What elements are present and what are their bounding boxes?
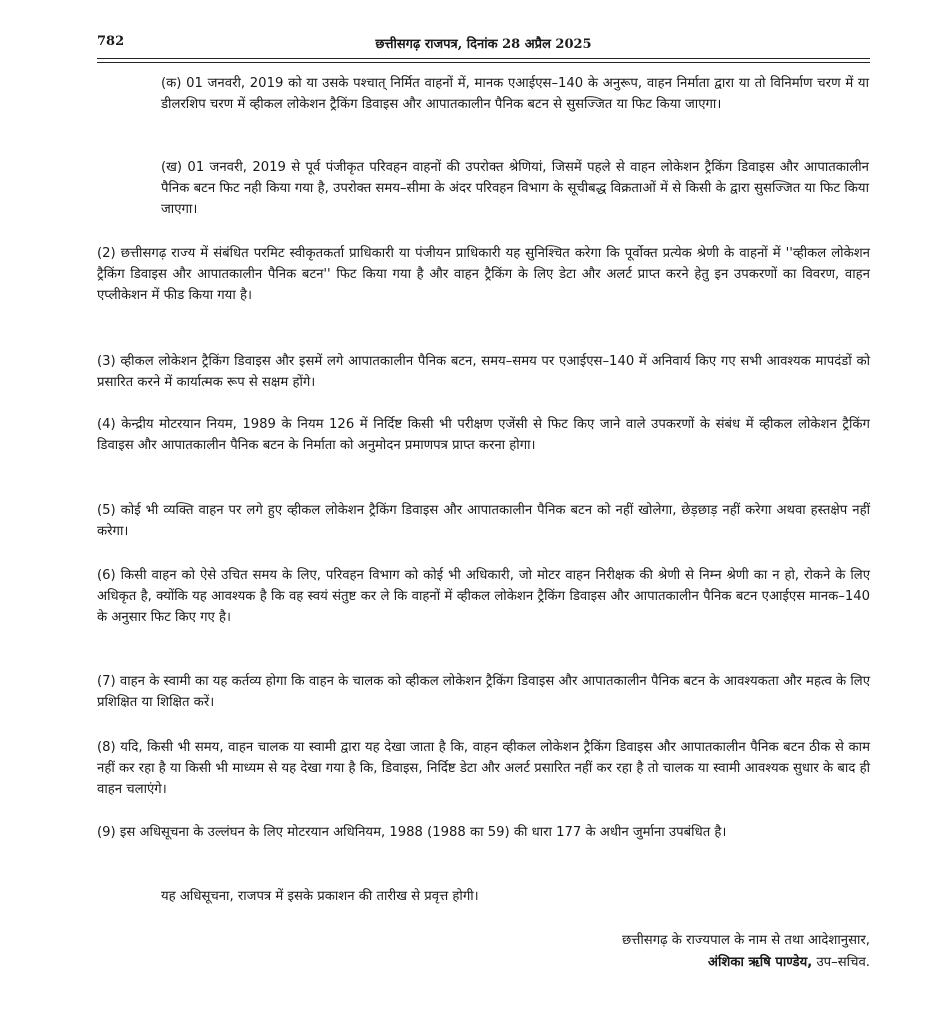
- signatory-line: [622, 952, 870, 974]
- clause-4: (4) केन्द्रीय मोटरयान नियम, 1989 के नियम 126 में निर्दिष्ट किसी भी परीक्षण एजेंसी से फिट किए जाने वाले उपकरणों के संबंध में व्हीकल लोकेशन ट्रैकिंग डिवाइस और आपातकालीन पैनिक बटन के निर्माता को अनुमोदन प्रमाणपत्र प्राप्त करना होगा।: [97, 417, 870, 453]
- clause-ka: (क) 01 जनवरी, 2019 को या उसके पश्चात् निर्मित वाहनों में, मानक एआईएस–140 के अनुरूप, वाहन निर्माता द्वारा या तो विनिर्माण चरण में या डीलरशिप चरण में व्हीकल लोकेशन ट्रैकिंग डिवाइस और आपातकालीन पैनिक बटन से सुसज्जित या फिट किया जाएगा।: [161, 76, 869, 112]
- effective-date-statement: यह अधिसूचना, राजपत्र में इसके प्रकाशन की तारीख से प्रवृत्त होगी।: [161, 889, 479, 904]
- gazette-title: छत्तीसगढ़ राजपत्र, दिनांक 28 अप्रैल 2025: [375, 37, 592, 52]
- header-rule-top: [97, 58, 870, 59]
- signatory-designation: उप–सचिव.: [812, 955, 870, 970]
- signatory-name: अंशिका ऋषि पाण्डेय,: [707, 955, 813, 970]
- signature-block: [622, 930, 870, 974]
- clause-kha: (ख) 01 जनवरी, 2019 से पूर्व पंजीकृत परिवहन वाहनों की उपरोक्त श्रेणियां, जिसमें पहले से वाहन लोकेशन ट्रैकिंग डिवाइस और आपातकालीन पैनिक बटन फिट नही किया गया है, उपरोक्त समय–सीमा के अंदर परिवहन विभाग के सूचीबद्ध विक्रताओं में से किसी के द्वारा सुसज्जित या फिट किया जाएगा।: [161, 160, 869, 217]
- page-header: [97, 32, 870, 54]
- signature-authority-line: छत्तीसगढ़ के राज्यपाल के नाम से तथा आदेशानुसार,: [622, 933, 870, 948]
- header-rule-bottom: [97, 62, 870, 63]
- clause-9: (9) इस अधिसूचना के उल्लंघन के लिए मोटरयान अधिनियम, 1988 (1988 का 59) की धारा 177 के अधीन जुर्माना उपबंधित है।: [97, 825, 727, 840]
- page-number: 782: [97, 34, 125, 49]
- clause-5: (5) कोई भी व्यक्ति वाहन पर लगे हुए व्हीकल लोकेशन ट्रैकिंग डिवाइस और आपातकालीन पैनिक बटन को नहीं खोलेगा, छेड़छाड़ नहीं करेगा अथवा हस्तक्षेप नहीं करेगा।: [97, 503, 870, 539]
- clause-2: (2) छत्तीसगढ़ राज्य में संबंधित परमिट स्वीकृतकर्ता प्राधिकारी या पंजीयन प्राधिकारी यह सुनिश्चित करेगा कि पूर्वोक्त प्रत्येक श्रेणी के वाहनों में ''व्हीकल लोकेशन ट्रैकिंग डिवाइस और आपातकालीन पैनिक बटन'' फिट किया गया है और वाहन ट्रैकिंग के लिए डेटा और अलर्ट प्राप्त करने हेतु इन उपकरणों का विवरण, वाहन एप्लीकेशन में फीड किया गया है।: [97, 246, 870, 303]
- clause-3: (3) व्हीकल लोकेशन ट्रैकिंग डिवाइस और इसमें लगे आपातकालीन पैनिक बटन, समय–समय पर एआईएस–140 में अनिवार्य किए गए सभी आवश्यक मापदंडों को प्रसारित करने में कार्यात्मक रूप से सक्षम होंगे।: [97, 354, 870, 390]
- clause-7: (7) वाहन के स्वामी का यह कर्तव्य होगा कि वाहन के चालक को व्हीकल लोकेशन ट्रैकिंग डिवाइस और आपातकालीन पैनिक बटन के आवश्यकता और महत्व के लिए प्रशिक्षित या शिक्षित करें।: [97, 674, 870, 710]
- clause-6: (6) किसी वाहन को ऐसे उचित समय के लिए, परिवहन विभाग को कोई भी अधिकारी, जो मोटर वाहन निरीक्षक की श्रेणी से निम्न श्रेणी का न हो, रोकने के लिए अधिकृत है, क्योंकि यह आवश्यक है कि वह स्वयं संतुष्ट कर ले कि वाहनों में व्हीकल लोकेशन ट्रैकिंग डिवाइस और आपातकालीन पैनिक बटन एआईएस मानक–140 के अनुसार फिट किए गए है।: [97, 568, 870, 625]
- clause-8: (8) यदि, किसी भी समय, वाहन चालक या स्वामी द्वारा यह देखा जाता है कि, वाहन व्हीकल लोकेशन ट्रैकिंग डिवाइस और आपातकालीन पैनिक बटन ठीक से काम नहीं कर रहा है या किसी भी माध्यम से यह देखा गया है कि, डिवाइस, निर्दिष्ट डेटा और अलर्ट प्रसारित नहीं कर रहा है तो चालक या स्वामी आवश्यक सुधार के बाद ही वाहन चलाएंगे।: [97, 740, 870, 797]
